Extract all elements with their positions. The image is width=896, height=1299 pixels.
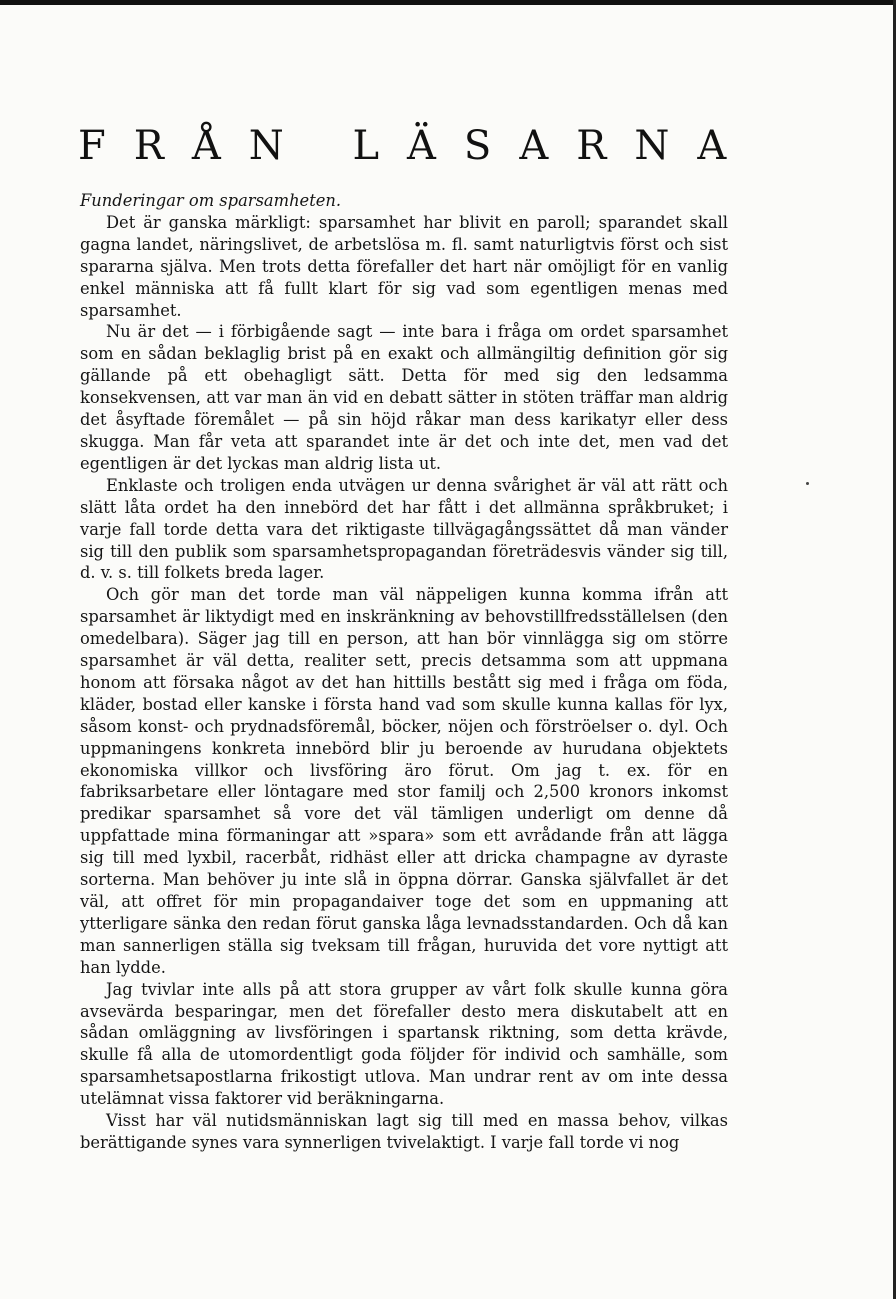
paragraph: Visst har väl nutidsmänniskan lagt sig till med en massa behov, vilkas berättigande synes vara synnerligen tvivelaktigt. I varje fall torde vi nog — [80, 1111, 728, 1152]
top-border — [0, 0, 896, 5]
paragraph: Enklaste och troligen enda utvägen ur denna svårighet är väl att rätt och slätt låta ordet ha den innebörd det har fått i det allmänna språkbruket; i varje fall torde detta vara det riktigaste tillvägagångssättet då man vänder sig till den publik som sparsamhetspropagandan företrädesvis vänder sig till, d. v. s. till folkets breda lager. — [80, 475, 728, 583]
paragraph: Jag tvivlar inte alls på att stora grupper av vårt folk skulle kunna göra avsevärda besparingar, men det förefaller desto mera diskutabelt att en sådan omläggning av livsföringen i spartansk riktning, som detta krävde, skulle få alla de utomordentligt goda följder för individ och samhälle, som sparsamhetsapostlarna frikostigt utlova. Man undrar rent av om inte dessa utelämnat vissa faktorer vid beräkningarna. — [80, 979, 728, 1109]
ink-speck — [806, 482, 809, 485]
paragraph: Nu är det — i förbigående sagt — inte bara i fråga om ordet sparsamhet som en sådan beklaglig brist på en exakt och allmängiltig definition gör sig gällande på ett obehagligt sätt. Detta för med sig den ledsamma konsekvensen, att var man än vid en debatt sätter in stöten träffar man aldrig det åsyftade föremålet — på sin höjd råkar man dess karikatyr eller dess skugga. Man får veta att sparandet inte är det och inte det, men vad det egentligen är det lyckas man aldrig lista ut. — [80, 322, 728, 473]
article-subtitle: Funderingar om sparsamheten. — [80, 191, 342, 210]
page-title: FRÅN LÄSARNA — [78, 123, 755, 169]
paragraph: Det är ganska märkligt: sparsamhet har blivit en paroll; sparandet skall gagna landet, näringslivet, de arbetslösa m. fl. samt naturligtvis först och sist spararna själva. Men trots detta förefaller det hart när omöjligt för en vanlig enkel människa att få fullt klart för sig vad som egentligen menas med sparsamhet. — [80, 212, 728, 320]
paragraph: Och gör man det torde man väl näppeligen kunna komma ifrån att sparsamhet är liktydigt med en inskränkning av behovstillfredsställelsen (den omedelbara). Säger jag till en person, att han bör vinnlägga sig om större sparsamhet är väl detta, realiter sett, precis detsamma som att uppmana honom att försaka något av det han hittills bestått sig med i fråga om föda, kläder, bostad eller kanske i första hand vad som skulle kunna kallas för lyx, såsom konst- och prydnadsföremål, böcker, nöjen och förströelser o. dyl. Och uppmaningens konkreta innebörd blir ju beroende av hurudana objektets ekonomiska villkor och livsföring äro förut. Om jag t. ex. för en fabriksarbetare eller löntagare med stor familj och 2,500 kronors inkomst predikar sparsamhet så vore det väl tämligen underligt om denne då uppfattade mina förmaningar att »spara» som ett avrådande från att lägga sig till med lyxbil, racerbåt, ridhäst eller att dricka champagne av dyraste sorterna. Man behöver ju inte slå in öppna dörrar. Ganska självfallet är det väl, att offret för min propagandaiver toge det som en uppmaning att ytterligare sänka den redan förut ganska låga levnadsstandarden. Och då kan man sannerligen ställa sig tveksam till frågan, huruvida det vore nyttigt att han lydde. — [80, 585, 728, 977]
article-body — [80, 190, 728, 1154]
